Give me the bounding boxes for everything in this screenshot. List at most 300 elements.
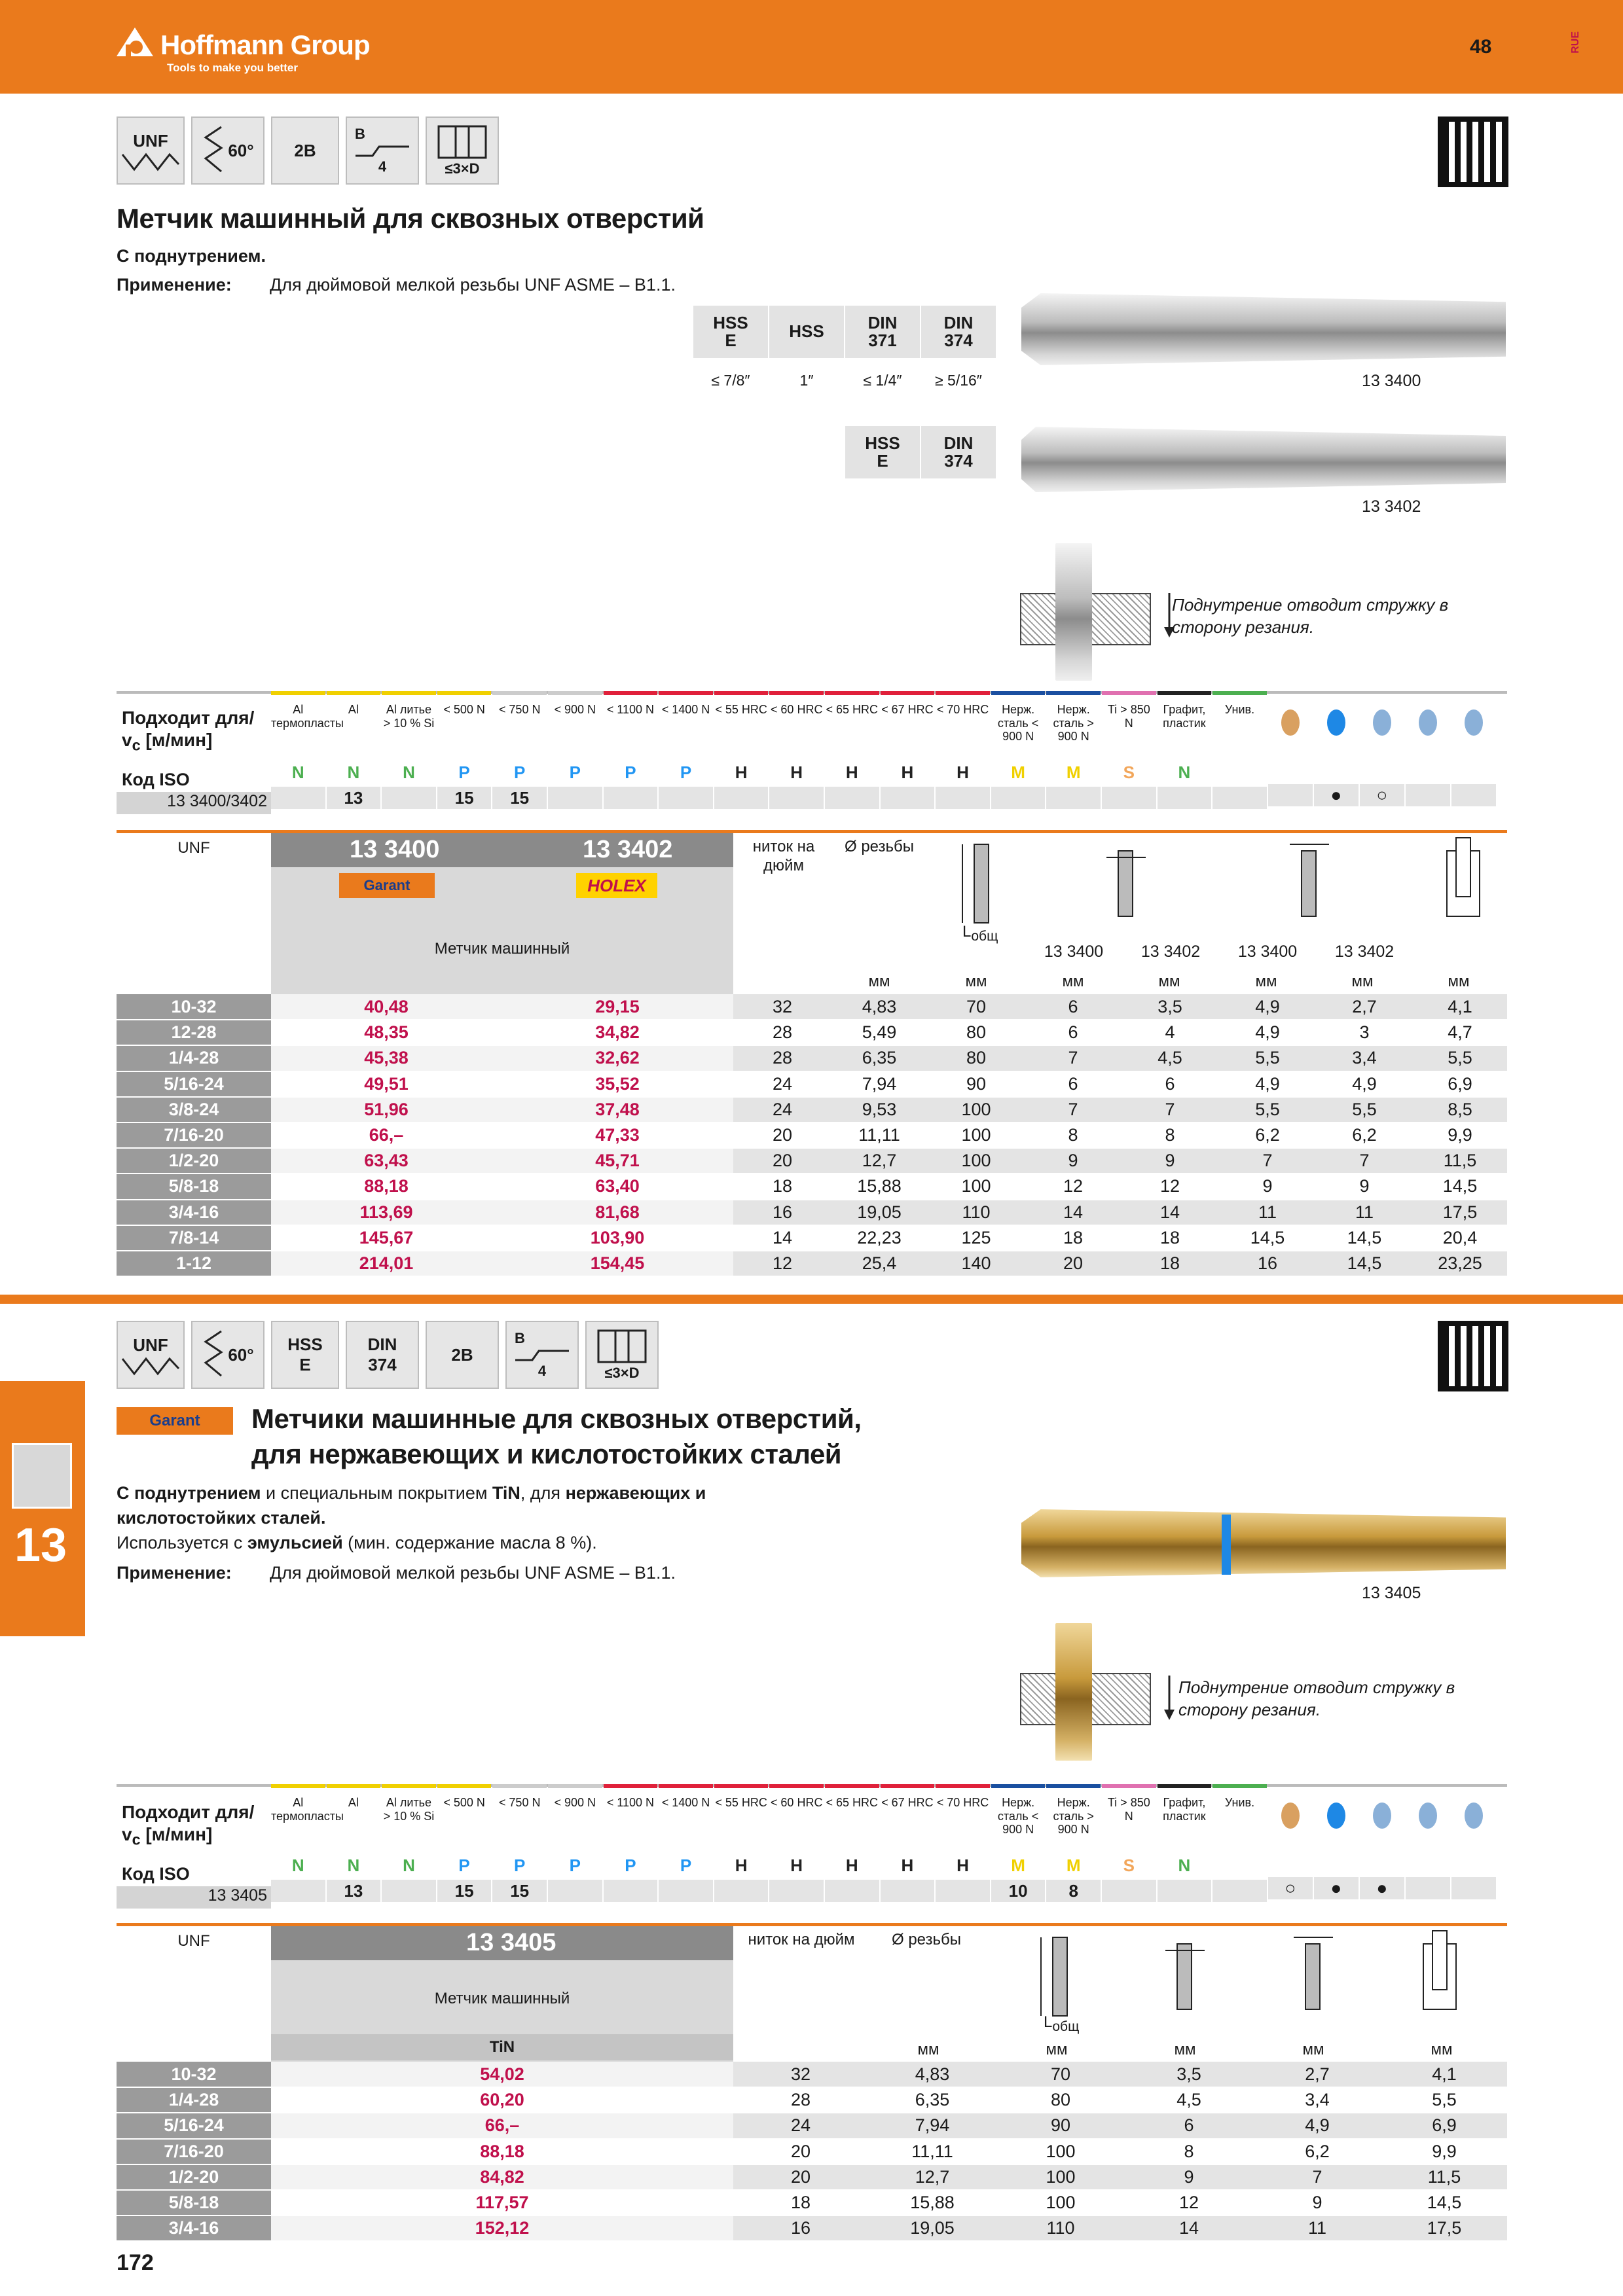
table-row bbox=[117, 1174, 1507, 1199]
material-box bbox=[693, 305, 769, 359]
table-cell: 110 bbox=[927, 1200, 1025, 1225]
table-cell: 6,2 bbox=[1219, 1122, 1316, 1148]
table-cell: 12 bbox=[1125, 2190, 1253, 2215]
material-label: < 65 HRC bbox=[826, 1796, 879, 1809]
unit-label: мм bbox=[1174, 2041, 1196, 2058]
material-column bbox=[1213, 1784, 1267, 1909]
unf-symbol bbox=[117, 1321, 185, 1389]
holex-logo: HOLEX bbox=[576, 873, 657, 898]
cutting-speed bbox=[936, 787, 990, 809]
table-cell[interactable]: 49,51 bbox=[271, 1071, 501, 1097]
material-label: Нерж. сталь < 900 N bbox=[997, 703, 1039, 744]
table-cell: 14 bbox=[1125, 2215, 1253, 2241]
diameter-header: Ø резьбы bbox=[844, 838, 914, 855]
cutting-speed: 13 bbox=[327, 787, 381, 809]
table-cell: 12 bbox=[1025, 1174, 1121, 1199]
core-hole-icon bbox=[1438, 838, 1490, 923]
material-boxes-1 bbox=[693, 305, 996, 359]
unit-label: мм bbox=[1046, 2041, 1068, 2058]
table-cell[interactable]: 47,33 bbox=[501, 1122, 733, 1148]
table-cell: 7 bbox=[1219, 1148, 1316, 1174]
table-cell[interactable]: 45,38 bbox=[271, 1045, 501, 1071]
coolant-symbol bbox=[1281, 1803, 1300, 1829]
material-column bbox=[881, 1784, 935, 1909]
table-cell: 12,7 bbox=[831, 1148, 927, 1174]
coolant-symbol bbox=[1327, 1803, 1345, 1829]
cutting-speed bbox=[604, 1880, 658, 1902]
iso-code bbox=[1213, 1854, 1267, 1877]
iso-code: M bbox=[1011, 762, 1025, 782]
table-cell: 12 bbox=[1121, 1174, 1219, 1199]
application-label: Применение: bbox=[117, 275, 232, 295]
emulsion-drop-icon bbox=[1314, 691, 1359, 814]
material-column bbox=[825, 1784, 879, 1909]
suitability-label bbox=[122, 707, 254, 755]
table-cell: 25,4 bbox=[831, 1251, 927, 1276]
material-label: Графит, пластик bbox=[1163, 1796, 1206, 1823]
table-cell: 7 bbox=[1253, 2164, 1381, 2190]
iso-code: H bbox=[957, 1856, 969, 1875]
table-cell[interactable]: 45,71 bbox=[501, 1148, 733, 1174]
unf-col-header: UNF bbox=[177, 839, 210, 857]
thread-profile-icon bbox=[121, 1355, 180, 1375]
material-label: HSS bbox=[789, 321, 824, 342]
table-cell: 14,5 bbox=[1381, 2190, 1507, 2215]
table-cell: 9 bbox=[1121, 1148, 1219, 1174]
description-line3 bbox=[117, 1533, 597, 1553]
article-number: 13 3405 bbox=[1362, 1584, 1421, 1602]
iso-code: P bbox=[625, 1856, 636, 1875]
table-cell: 9 bbox=[1125, 2164, 1253, 2190]
material-column bbox=[659, 1784, 713, 1909]
table-cell[interactable]: 88,18 bbox=[271, 1174, 501, 1199]
table-cell[interactable]: 32,62 bbox=[501, 1045, 733, 1071]
tap-image-13-3405 bbox=[1021, 1509, 1506, 1577]
table-cell: 18 bbox=[1121, 1251, 1219, 1276]
iso-code: H bbox=[845, 1856, 858, 1875]
material-label: Графит, пластик bbox=[1163, 703, 1206, 730]
table-cell: 18 bbox=[733, 2190, 868, 2215]
table-cell: 100 bbox=[927, 1174, 1025, 1199]
material-column bbox=[271, 691, 344, 814]
table-cell: 4,9 bbox=[1219, 1071, 1316, 1097]
diameter-header: Ø резьбы bbox=[891, 1931, 961, 1948]
table-cell: 18 bbox=[1121, 1225, 1219, 1251]
coolant-rating bbox=[1406, 1877, 1450, 1899]
table-cell: 80 bbox=[927, 1045, 1025, 1071]
material-column bbox=[769, 1784, 824, 1909]
table-cell: 100 bbox=[996, 2190, 1125, 2215]
tap-image-13-3402 bbox=[1021, 427, 1506, 492]
sub-article: 13 3400 bbox=[1044, 942, 1104, 961]
table-cell: 100 bbox=[927, 1097, 1025, 1122]
cutting-speed bbox=[825, 1880, 879, 1902]
cutting-speed bbox=[1213, 1880, 1267, 1902]
material-column bbox=[327, 1784, 381, 1909]
desc-bold: С поднутрением bbox=[117, 1483, 261, 1503]
iso-code: N bbox=[347, 762, 360, 782]
table-cell: 3,5 bbox=[1121, 994, 1219, 1020]
iso-code: P bbox=[514, 762, 526, 782]
material-label: < 70 HRC bbox=[936, 1796, 989, 1809]
desc-bold: эмульсией bbox=[247, 1533, 343, 1552]
iso-code: M bbox=[1066, 1856, 1081, 1875]
table-cell[interactable]: 34,82 bbox=[501, 1020, 733, 1045]
article-number: 13 3402 bbox=[1362, 497, 1421, 516]
table-cell: 7 bbox=[1025, 1097, 1121, 1122]
table-cell[interactable]: 214,01 bbox=[271, 1251, 501, 1276]
table-cell[interactable]: 81,68 bbox=[501, 1200, 733, 1225]
table-cell: 14,5 bbox=[1219, 1225, 1316, 1251]
iso-code: H bbox=[845, 762, 858, 782]
table-cell[interactable]: 54,02 bbox=[271, 2062, 733, 2087]
chamfer-form-symbol bbox=[346, 117, 419, 185]
vc-label: v bbox=[122, 729, 132, 750]
table-cell: 5/16-24 bbox=[117, 2113, 271, 2138]
unit-row bbox=[864, 2041, 1507, 2059]
table-cell: 24 bbox=[733, 2113, 868, 2138]
material-box bbox=[921, 425, 996, 479]
description-line2: кислотостойких сталей. bbox=[117, 1508, 326, 1528]
material-label: < 500 N bbox=[443, 1796, 485, 1809]
table-cell: 6 bbox=[1025, 994, 1121, 1020]
material-label: < 67 HRC bbox=[881, 1796, 934, 1809]
table-cell[interactable]: 152,12 bbox=[271, 2215, 733, 2241]
table-cell: 6,2 bbox=[1253, 2139, 1381, 2164]
material-label: < 750 N bbox=[498, 1796, 541, 1809]
iso-code: P bbox=[625, 762, 636, 782]
through-hole-icon bbox=[596, 1328, 648, 1365]
table-row bbox=[117, 1148, 1507, 1174]
table-cell: 7 bbox=[1316, 1148, 1413, 1174]
table-cell: 1/4-28 bbox=[117, 1045, 271, 1071]
table-cell: 90 bbox=[996, 2113, 1125, 2138]
table-cell[interactable]: 66,– bbox=[271, 1122, 501, 1148]
cutting-speed bbox=[991, 787, 1046, 809]
table-cell: 8 bbox=[1125, 2139, 1253, 2164]
table-cell: 9 bbox=[1219, 1174, 1316, 1199]
material-column bbox=[936, 691, 990, 814]
table-cell: 4,5 bbox=[1125, 2087, 1253, 2113]
emulsion-drop-icon bbox=[1314, 1784, 1359, 1909]
table-cell[interactable]: 37,48 bbox=[501, 1097, 733, 1122]
cutting-speed bbox=[881, 787, 935, 809]
table-cell: 70 bbox=[996, 2062, 1125, 2087]
material-box bbox=[845, 305, 921, 359]
brand-tagline: Tools to make you better bbox=[167, 62, 298, 74]
material-box bbox=[769, 305, 845, 359]
table-cell: 11 bbox=[1219, 1200, 1316, 1225]
tpi-header: ниток на дюйм bbox=[752, 838, 815, 874]
application-label: Применение: bbox=[117, 1563, 232, 1583]
tpi-header: ниток на дюйм bbox=[748, 1931, 855, 1948]
material-column bbox=[881, 691, 935, 814]
cutting-speed bbox=[1102, 787, 1156, 809]
cutting-speed: 15 bbox=[492, 1880, 547, 1902]
table-cell: 17,5 bbox=[1413, 1200, 1507, 1225]
material-column bbox=[382, 1784, 436, 1909]
application-text: Для дюймовой мелкой резьбы UNF ASME – B1.1. bbox=[270, 275, 676, 295]
table-cell[interactable]: 63,43 bbox=[271, 1148, 501, 1174]
chamfer-length: 4 bbox=[538, 1363, 547, 1379]
dry-icon bbox=[1406, 1784, 1450, 1909]
table-cell: 28 bbox=[733, 1020, 831, 1045]
tap-in-hole-diagram bbox=[1055, 543, 1092, 681]
table-cell: 3/4-16 bbox=[117, 1200, 271, 1225]
unit-label bbox=[733, 973, 831, 991]
material-label: Al литье > 10 % Si bbox=[383, 703, 435, 730]
table-cell: 100 bbox=[996, 2139, 1125, 2164]
hss-e-symbol: HSS E bbox=[271, 1321, 339, 1389]
table-cell[interactable]: 84,82 bbox=[271, 2164, 733, 2190]
table-cell[interactable]: 35,52 bbox=[501, 1071, 733, 1097]
cutting-speed bbox=[714, 1880, 769, 1902]
table-cell: 5,5 bbox=[1219, 1097, 1316, 1122]
table-cell: 9,53 bbox=[831, 1097, 927, 1122]
unit-row bbox=[733, 973, 1507, 991]
cutting-speed bbox=[659, 1880, 713, 1902]
table-cell[interactable]: 113,69 bbox=[271, 1200, 501, 1225]
iso-code: H bbox=[901, 762, 914, 782]
material-column bbox=[714, 691, 769, 814]
table-cell: 4,1 bbox=[1381, 2062, 1507, 2087]
material-column bbox=[1213, 691, 1267, 814]
data-table-1 bbox=[117, 994, 1507, 1277]
table-cell: 4,9 bbox=[1253, 2113, 1381, 2138]
table-cell: 19,05 bbox=[831, 1200, 927, 1225]
table-cell: 9 bbox=[1253, 2190, 1381, 2215]
iso-code: P bbox=[680, 762, 692, 782]
suitability-grid bbox=[271, 1784, 1507, 1909]
table-cell: 4,1 bbox=[1413, 994, 1507, 1020]
table-cell[interactable]: 154,45 bbox=[501, 1251, 733, 1276]
iso-code: N bbox=[291, 1856, 304, 1875]
table-cell: 140 bbox=[927, 1251, 1025, 1276]
l-sub: общ bbox=[971, 928, 998, 944]
table-row bbox=[117, 2139, 1507, 2164]
product-subtitle: С поднутрением. bbox=[117, 246, 266, 266]
chapter-tab bbox=[0, 1381, 85, 1636]
table-cell: 9 bbox=[1025, 1148, 1121, 1174]
vc-sub: c bbox=[132, 736, 141, 754]
table-cell: 3,4 bbox=[1316, 1045, 1413, 1071]
l-label: L bbox=[962, 923, 972, 941]
chamfer-icon bbox=[513, 1347, 572, 1363]
desc-bold: TiN bbox=[492, 1483, 520, 1503]
chapter-number: 13 bbox=[14, 1519, 67, 1571]
coolant-symbol bbox=[1465, 1803, 1483, 1829]
material-column bbox=[327, 691, 381, 814]
chamfer-form-symbol bbox=[505, 1321, 579, 1389]
art-13-3405: 13 3405 bbox=[466, 1929, 556, 1956]
footer-page-number: 172 bbox=[117, 2250, 154, 2275]
material-column bbox=[437, 691, 492, 814]
material-column bbox=[1102, 691, 1156, 814]
coolant-symbol bbox=[1419, 709, 1437, 736]
table-cell: 14 bbox=[733, 1225, 831, 1251]
table-cell[interactable]: 145,67 bbox=[271, 1225, 501, 1251]
table-cell: 11,11 bbox=[868, 2139, 996, 2164]
size-range: ≤ 7/8″ bbox=[711, 372, 750, 389]
tolerance-class: 2B bbox=[426, 1321, 499, 1389]
blue-ring-marker bbox=[1222, 1515, 1231, 1575]
cutting-speed bbox=[769, 1880, 824, 1902]
core-hole-icon bbox=[1414, 1931, 1467, 2016]
material-label: Al bbox=[348, 1796, 359, 1809]
material-column bbox=[1102, 1784, 1156, 1909]
cutting-speed bbox=[604, 787, 658, 809]
table-cell[interactable]: 48,35 bbox=[271, 1020, 501, 1045]
table-cell: 5/16-24 bbox=[117, 1071, 271, 1097]
table-cell: 14 bbox=[1121, 1200, 1219, 1225]
coating-label: TiN bbox=[271, 2034, 733, 2060]
table-cell: 125 bbox=[927, 1225, 1025, 1251]
tap-in-hole-diagram bbox=[1055, 1623, 1092, 1761]
qr-code-icon[interactable] bbox=[1438, 117, 1508, 187]
cutting-speed bbox=[1158, 787, 1212, 809]
coolant-symbol bbox=[1373, 709, 1391, 736]
table-cell: 20 bbox=[733, 2164, 868, 2190]
table-row bbox=[117, 1045, 1507, 1071]
iso-code: P bbox=[458, 762, 470, 782]
table-cell[interactable]: 103,90 bbox=[501, 1225, 733, 1251]
material-column bbox=[548, 691, 602, 814]
cutting-speed: 13 bbox=[327, 1880, 381, 1902]
garant-logo: Garant bbox=[339, 873, 435, 898]
table-row bbox=[117, 1225, 1507, 1251]
coolant-rating: ○ bbox=[1268, 1877, 1313, 1899]
material-label: < 750 N bbox=[498, 703, 541, 716]
vc-unit: [м/мин] bbox=[140, 1823, 213, 1844]
catalog-page-number: 48 bbox=[1470, 36, 1492, 58]
garant-logo: Garant bbox=[117, 1407, 233, 1435]
cutting-speed bbox=[1102, 1880, 1156, 1902]
air-icon bbox=[1451, 691, 1496, 814]
data-table-2 bbox=[117, 2062, 1507, 2242]
table-cell[interactable]: 60,20 bbox=[271, 2087, 733, 2113]
unit-label: мм bbox=[917, 2041, 939, 2058]
table-cell: 14,5 bbox=[1316, 1251, 1413, 1276]
material-label: < 60 HRC bbox=[770, 1796, 823, 1809]
cutting-speed bbox=[659, 787, 713, 809]
cutting-speed bbox=[1046, 787, 1101, 809]
material-column bbox=[604, 1784, 658, 1909]
iso-code: P bbox=[680, 1856, 692, 1875]
table-cell: 3,5 bbox=[1125, 2062, 1253, 2087]
air-icon bbox=[1451, 1784, 1496, 1909]
iso-code: P bbox=[514, 1856, 526, 1875]
material-column bbox=[1046, 691, 1101, 814]
qr-code-icon[interactable] bbox=[1438, 1321, 1508, 1391]
iso-code: N bbox=[1178, 762, 1191, 782]
cutting-speed bbox=[382, 787, 436, 809]
oil-drop-icon bbox=[1268, 1784, 1313, 1909]
hoffmann-logo-icon bbox=[117, 25, 156, 58]
dry-icon bbox=[1406, 691, 1450, 814]
table-row bbox=[117, 1071, 1507, 1097]
coolant-rating bbox=[1451, 1877, 1496, 1899]
material-label: HSS E bbox=[865, 433, 900, 471]
table-cell: 6,9 bbox=[1413, 1071, 1507, 1097]
table-cell[interactable]: 40,48 bbox=[271, 994, 501, 1020]
l-label: L bbox=[1044, 2013, 1053, 2031]
table-cell: 18 bbox=[733, 1174, 831, 1199]
chamfer-form-label: B bbox=[355, 126, 365, 142]
cutting-speed bbox=[714, 787, 769, 809]
angle-symbol bbox=[191, 117, 264, 185]
material-label: < 1400 N bbox=[661, 1796, 710, 1809]
unit-label: мм bbox=[868, 973, 890, 990]
material-column bbox=[271, 1784, 344, 1909]
table-cell[interactable]: 29,15 bbox=[501, 994, 733, 1020]
table-cell: 12 bbox=[733, 1251, 831, 1276]
material-label: Ti > 850 N bbox=[1107, 1796, 1150, 1823]
coolant-rating: ○ bbox=[1360, 784, 1404, 806]
table-row bbox=[117, 2215, 1507, 2241]
material-box bbox=[921, 305, 996, 359]
material-column bbox=[492, 1784, 547, 1909]
brand-name: Hoffmann Group bbox=[160, 29, 370, 60]
square-size-icon bbox=[1287, 1931, 1340, 2016]
depth-symbol bbox=[426, 117, 499, 185]
coolant-rating: ● bbox=[1314, 784, 1359, 806]
unit-label: мм bbox=[1448, 973, 1470, 990]
angle-label: 60° bbox=[228, 140, 254, 160]
material-boxes-2 bbox=[845, 425, 996, 479]
art-13-3402: 13 3402 bbox=[583, 836, 673, 863]
size-range: ≤ 1/4″ bbox=[863, 372, 902, 389]
table-cell[interactable]: 66,– bbox=[271, 2113, 733, 2138]
coolant-symbol bbox=[1373, 1803, 1391, 1829]
cutting-speed bbox=[1158, 1880, 1212, 1902]
material-label: Нерж. сталь > 900 N bbox=[1053, 1796, 1094, 1837]
table-cell: 3/4-16 bbox=[117, 2215, 271, 2241]
table-cell: 1/2-20 bbox=[117, 1148, 271, 1174]
sub-article: 13 3400 bbox=[1237, 942, 1298, 961]
unit-label: мм bbox=[1062, 973, 1084, 990]
material-label: < 900 N bbox=[554, 1796, 596, 1809]
table-cell: 4,83 bbox=[868, 2062, 996, 2087]
size-range: 1″ bbox=[799, 372, 814, 389]
square-size-icon bbox=[1283, 838, 1336, 923]
material-box bbox=[845, 425, 921, 479]
language-code: RUE bbox=[1570, 31, 1581, 54]
table-cell: 20,4 bbox=[1413, 1225, 1507, 1251]
table-cell[interactable]: 51,96 bbox=[271, 1097, 501, 1122]
table-cell: 3,4 bbox=[1253, 2087, 1381, 2113]
section-separator bbox=[0, 1295, 1623, 1304]
table-cell[interactable]: 117,57 bbox=[271, 2190, 733, 2215]
table-cell: 9 bbox=[1316, 1174, 1413, 1199]
table-cell: 8,5 bbox=[1413, 1097, 1507, 1122]
table-cell: 19,05 bbox=[868, 2215, 996, 2241]
material-label: Al термопласты bbox=[271, 1796, 344, 1823]
material-column bbox=[659, 691, 713, 814]
tap-image-13-3400 bbox=[1021, 293, 1506, 365]
table-cell: 1/4-28 bbox=[117, 2087, 271, 2113]
material-label: DIN 374 bbox=[943, 433, 974, 471]
table-cell: 4,83 bbox=[831, 994, 927, 1020]
material-column bbox=[1158, 1784, 1212, 1909]
table-cell[interactable]: 88,18 bbox=[271, 2139, 733, 2164]
description-line1 bbox=[117, 1483, 706, 1503]
coolant-symbol bbox=[1281, 709, 1300, 736]
coolant-rating bbox=[1268, 784, 1313, 806]
oil-drop-icon bbox=[1268, 691, 1313, 814]
table-cell: 5,49 bbox=[831, 1020, 927, 1045]
table-cell[interactable]: 63,40 bbox=[501, 1174, 733, 1199]
art-13-3400: 13 3400 bbox=[350, 836, 440, 863]
